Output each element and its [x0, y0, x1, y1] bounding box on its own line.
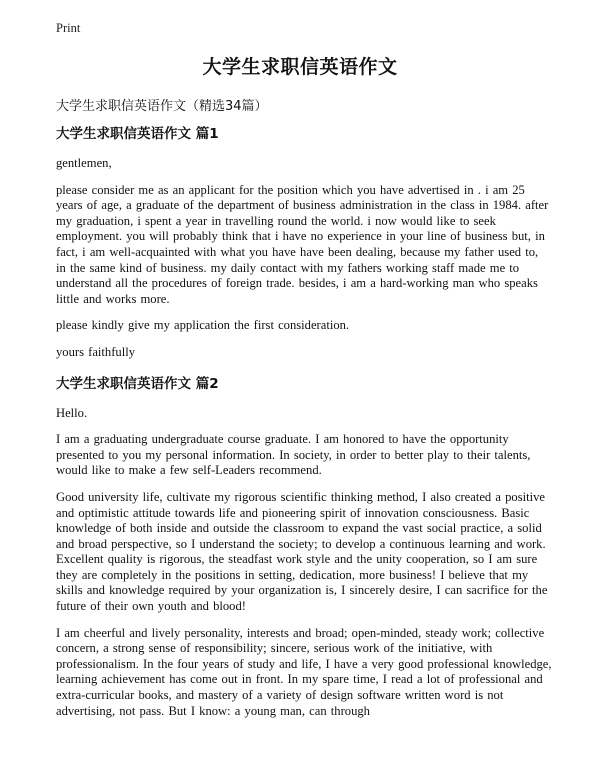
paragraph: gentlemen,: [56, 156, 112, 170]
section-heading: 大学生求职信英语作文 篇1: [56, 126, 219, 142]
paragraph: Good university life, cultivate my rigorous scientific thinking method, I also created a positive and optimistic attitude towards life and pioneering spirit of innovation consciousness. Basic knowledge of both inside and outside the classroom to expand the vast social practice, a solid and broad perspective, so I understand the society; to develop a continuous learning and work. Excellent quality is rigorous, the steadfast work style and the unity cooperation, so I am sure they are completely in the positions in setting, dedication, more business! I believe that my skills and knowledge required by your organization is, I sincerely desire, I can sacrifice for the future of their own youth and blood!: [56, 489, 548, 614]
page-title: 大学生求职信英语作文: [202, 56, 398, 78]
paragraph: I am cheerful and lively personality, interests and broad; open-minded, steady work; collective concern, a strong sense of responsibility; sincere, serious work of the initiative, with professionalism. In the four years of study and life, I have a very good professional knowledge, learning achievement has come out in front. In my spare time, I read a lot of professional and extra-curricular books, and mastery of a variety of design software written word is not advertising, not pass. But I know: a young man, can through: [56, 625, 552, 718]
paragraph: please consider me as an applicant for the position which you have advertised in . i am 25 years of age, a graduate of the department of business administration in the class in 1984. after my graduation, i spent a year in travelling round the world. i now would like to seek employment. you will probably think that i have no experience in your line of business but, in fact, i am well-acquainted with what you have have been dealing, because my father used to, in the same kind of business. my daily contact with my fathers working staff made me to understand all the procedures of foreign trade. besides, i am a hard-working man who speaks little and works more.: [56, 182, 549, 306]
essay-section-1: [56, 122, 552, 361]
paragraph: please kindly give my application the first consideration.: [56, 318, 350, 333]
document-subtitle: 大学生求职信英语作文（精选34篇）: [56, 99, 268, 114]
essay-section-2: [56, 372, 552, 720]
document-body: [56, 122, 552, 730]
print-label[interactable]: Print: [56, 21, 81, 35]
paragraph: yours faithfully: [56, 344, 135, 359]
paragraph: Hello.: [56, 405, 88, 420]
paragraph: I am a graduating undergraduate course graduate. I am honored to have the opportunity presented to you my personal information. In society, in order to better play to their talents, would like to make a few self-Leaders recommend.: [56, 432, 531, 478]
section-heading: 大学生求职信英语作文 篇2: [56, 375, 219, 392]
